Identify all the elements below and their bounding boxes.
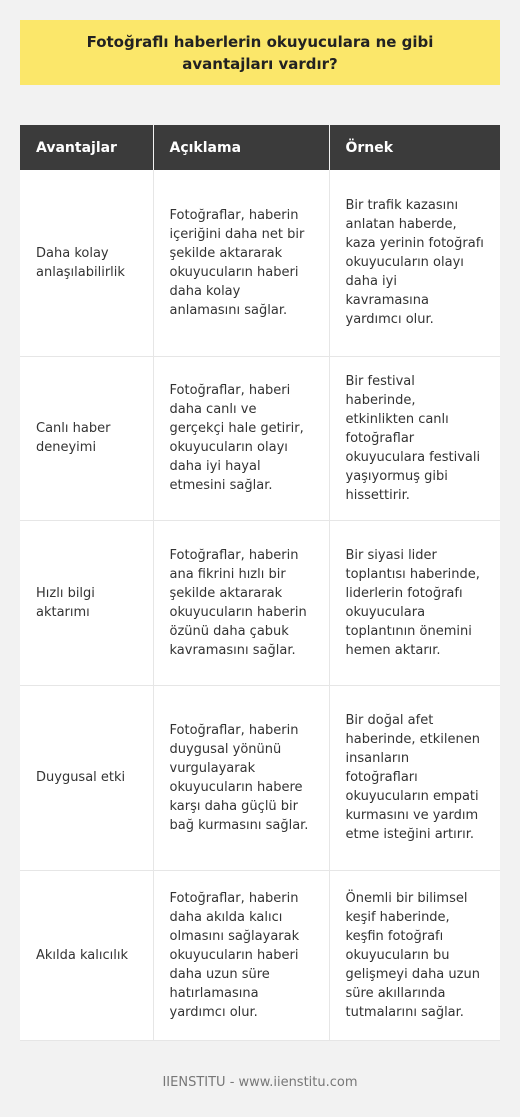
cell-example: Bir doğal afet haberinde, etkilenen insanların fotoğrafları okuyucuların empati kurmasını ve yardım etme isteğini artırır. xyxy=(329,685,500,870)
table-body xyxy=(20,170,500,1040)
table-row xyxy=(20,356,500,520)
cell-example: Bir trafik kazasını anlatan haberde, kaza yerinin fotoğrafı okuyucuların olayı daha iyi kavramasına yardımcı olur. xyxy=(329,170,500,356)
table-header-row xyxy=(20,125,500,170)
cell-description: Fotoğraflar, haberi daha canlı ve gerçekçi hale getirir, okuyucuların olayı daha iyi hayal etmesini sağlar. xyxy=(153,356,329,520)
title-banner xyxy=(20,20,500,85)
table-header xyxy=(20,125,500,170)
cell-example: Bir siyasi lider toplantısı haberinde, liderlerin fotoğrafı okuyuculara toplantının önemini hemen aktarır. xyxy=(329,520,500,685)
cell-description: Fotoğraflar, haberin daha akılda kalıcı olmasını sağlayarak okuyucuların haberi daha uzun süre hatırlamasına yardımcı olur. xyxy=(153,870,329,1040)
cell-example: Bir festival haberinde, etkinlikten canlı fotoğraflar okuyuculara festivali yaşıyormuş gibi hissettirir. xyxy=(329,356,500,520)
cell-advantage: Canlı haber deneyimi xyxy=(20,356,153,520)
table-row xyxy=(20,870,500,1040)
column-header-advantages: Avantajlar xyxy=(20,125,153,170)
cell-advantage: Akılda kalıcılık xyxy=(20,870,153,1040)
page-title: Fotoğraflı haberlerin okuyuculara ne gibi avantajları vardır? xyxy=(86,32,434,73)
cell-description: Fotoğraflar, haberin ana fikrini hızlı bir şekilde aktararak okuyucuların haberin özünü daha çabuk kavramasını sağlar. xyxy=(153,520,329,685)
cell-description: Fotoğraflar, haberin duygusal yönünü vurgulayarak okuyucuların habere karşı daha güçlü bir bağ kurmasını sağlar. xyxy=(153,685,329,870)
table-row xyxy=(20,170,500,356)
cell-advantage: Duygusal etki xyxy=(20,685,153,870)
cell-advantage: Hızlı bilgi aktarımı xyxy=(20,520,153,685)
table-row xyxy=(20,685,500,870)
column-header-example: Örnek xyxy=(329,125,500,170)
footer-credit: IIENSTITU - www.iienstitu.com xyxy=(162,1075,358,1090)
cell-advantage: Daha kolay anlaşılabilirlik xyxy=(20,170,153,356)
column-header-description: Açıklama xyxy=(153,125,329,170)
advantages-table xyxy=(20,125,500,1041)
table-row xyxy=(20,520,500,685)
cell-example: Önemli bir bilimsel keşif haberinde, keşfin fotoğrafı okuyucuların bu gelişmeyi daha uzun süre akıllarında tutmalarını sağlar. xyxy=(329,870,500,1040)
cell-description: Fotoğraflar, haberin içeriğini daha net bir şekilde aktararak okuyucuların haberi daha kolay anlamasını sağlar. xyxy=(153,170,329,356)
